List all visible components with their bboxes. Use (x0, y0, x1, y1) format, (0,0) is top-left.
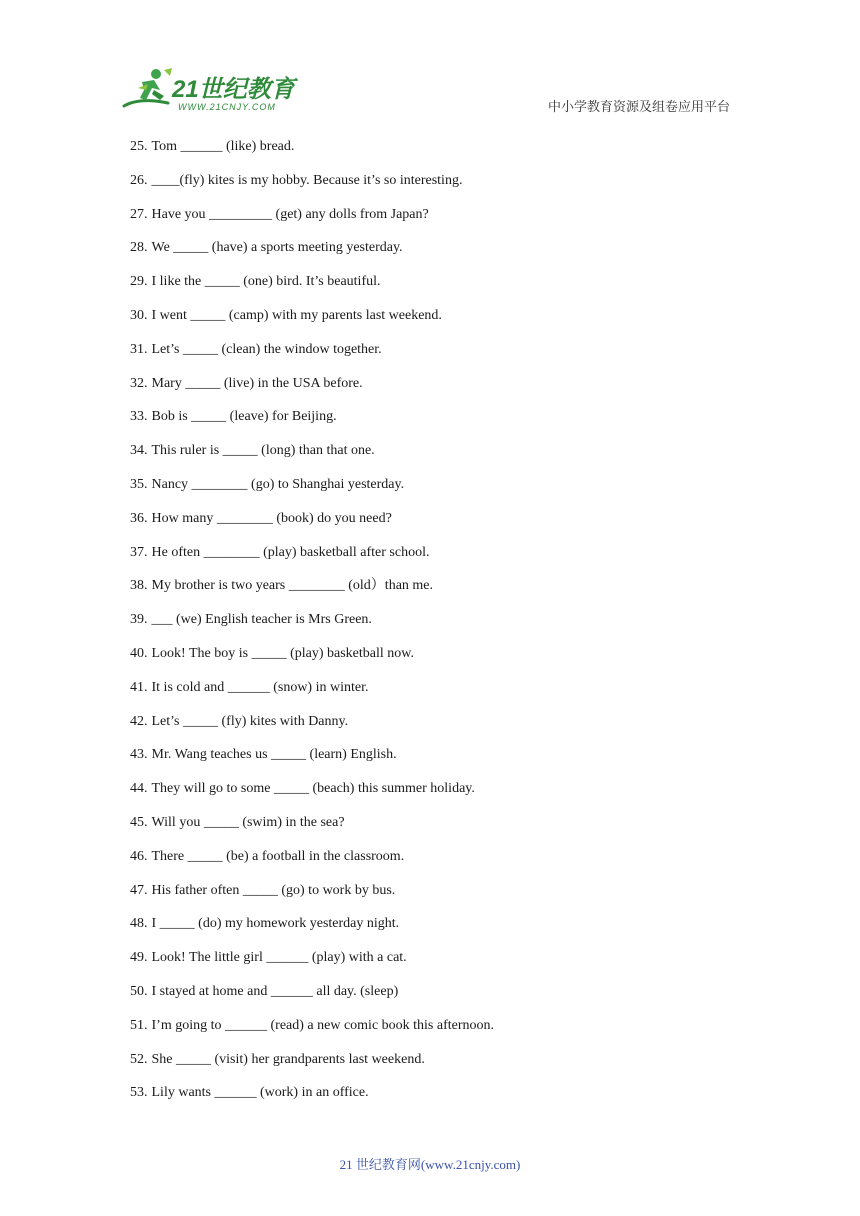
question-number: 37. (130, 544, 148, 560)
question-number: 25. (130, 139, 148, 154)
question-number: 49. (130, 950, 148, 966)
question-number: 53. (130, 1085, 148, 1101)
question-item (130, 340, 750, 374)
question-list (130, 137, 750, 1117)
question-number: 33. (130, 409, 148, 425)
question-text: He often ________ (play) basketball after school. (151, 544, 430, 560)
question-text: ____(fly) kites is my hobby. Because it’s so interesting. (151, 172, 463, 188)
question-number: 42. (130, 713, 148, 729)
question-text: They will go to some _____ (beach) this summer holiday. (151, 781, 475, 797)
question-item (130, 543, 750, 577)
question-number: 41. (130, 679, 148, 695)
question-number: 26. (130, 172, 148, 188)
question-item (130, 576, 750, 610)
question-text: I like the _____ (one) bird. It’s beautiful. (151, 274, 381, 290)
logo-url-text: WWW.21CNJY.COM (178, 102, 276, 112)
question-text: This ruler is _____ (long) than that one. (151, 443, 375, 459)
question-text: Will you _____ (swim) in the sea? (151, 814, 345, 830)
question-item (130, 407, 750, 441)
question-number: 32. (130, 375, 148, 391)
question-number: 31. (130, 341, 148, 357)
question-number: 29. (130, 274, 148, 290)
question-number: 39. (130, 612, 148, 628)
question-item (130, 813, 750, 847)
logo-brand-text: 21世纪教育 (172, 76, 295, 103)
header-tagline: 中小学教育资源及组卷应用平台 (547, 100, 730, 115)
question-number: 40. (130, 645, 148, 661)
question-text: I _____ (do) my homework yesterday night. (151, 916, 400, 932)
question-text: Have you _________ (get) any dolls from Japan? (151, 206, 429, 222)
question-item (130, 948, 750, 982)
question-item (130, 238, 750, 272)
page-header (0, 0, 860, 130)
question-text: We _____ (have) a sports meeting yesterday. (151, 240, 403, 256)
question-text: My brother is two years ________ (old）than me. (151, 578, 434, 594)
question-text: Lily wants ______ (work) in an office. (151, 1085, 369, 1101)
question-number: 28. (130, 240, 148, 256)
question-text: Let’s _____ (clean) the window together. (151, 341, 382, 357)
question-number: 47. (130, 882, 148, 898)
question-text: There _____ (be) a football in the classroom. (151, 848, 405, 864)
question-item (130, 1016, 750, 1050)
page-footer: 21 世纪教育网(www.21cnjy.com) (339, 1157, 521, 1172)
question-item (130, 374, 750, 408)
question-number: 44. (130, 781, 148, 797)
question-number: 27. (130, 206, 148, 222)
question-text: Mary _____ (live) in the USA before. (151, 375, 363, 391)
question-item (130, 644, 750, 678)
question-number: 43. (130, 747, 148, 763)
question-item (130, 509, 750, 543)
question-number: 46. (130, 848, 148, 864)
question-text: Bob is _____ (leave) for Beijing. (151, 409, 337, 425)
question-item (130, 272, 750, 306)
logo (120, 66, 300, 118)
question-number: 52. (130, 1051, 148, 1067)
question-item (130, 678, 750, 712)
question-text: Let’s _____ (fly) kites with Danny. (151, 713, 349, 729)
question-number: 30. (130, 307, 148, 323)
question-text: How many ________ (book) do you need? (151, 510, 392, 526)
question-item (130, 475, 750, 509)
question-item (130, 779, 750, 813)
question-text: Look! The little girl ______ (play) with a cat. (151, 950, 407, 966)
question-item (130, 441, 750, 475)
question-text: She _____ (visit) her grandparents last weekend. (151, 1051, 425, 1067)
question-text: Mr. Wang teaches us _____ (learn) English. (151, 747, 397, 763)
question-item (130, 914, 750, 948)
question-text: ___ (we) English teacher is Mrs Green. (151, 612, 372, 628)
runner-logo-icon (120, 66, 176, 114)
question-text: Look! The boy is _____ (play) basketball now. (151, 645, 414, 661)
question-number: 51. (130, 1017, 148, 1033)
question-number: 38. (130, 578, 148, 594)
question-text: I went _____ (camp) with my parents last weekend. (151, 307, 442, 323)
question-item (130, 610, 750, 644)
question-text: Nancy ________ (go) to Shanghai yesterday. (151, 476, 405, 492)
question-item (130, 1083, 750, 1117)
question-text: It is cold and ______ (snow) in winter. (151, 679, 369, 695)
question-text: His father often _____ (go) to work by bus. (151, 882, 396, 898)
question-item (130, 1050, 750, 1084)
question-number: 45. (130, 814, 148, 830)
question-item (130, 205, 750, 239)
question-item (130, 982, 750, 1016)
question-item (130, 881, 750, 915)
question-number: 35. (130, 476, 148, 492)
question-text: I’m going to ______ (read) a new comic book this afternoon. (151, 1017, 495, 1033)
question-number: 34. (130, 443, 148, 459)
question-number: 50. (130, 983, 148, 999)
question-item (130, 745, 750, 779)
question-item (130, 137, 750, 171)
question-text: I stayed at home and ______ all day. (sleep) (151, 983, 399, 999)
question-text: Tom ______ (like) bread. (151, 139, 295, 154)
question-item (130, 306, 750, 340)
question-item (130, 171, 750, 205)
question-number: 36. (130, 510, 148, 526)
question-item (130, 712, 750, 746)
question-item (130, 847, 750, 881)
question-number: 48. (130, 916, 148, 932)
